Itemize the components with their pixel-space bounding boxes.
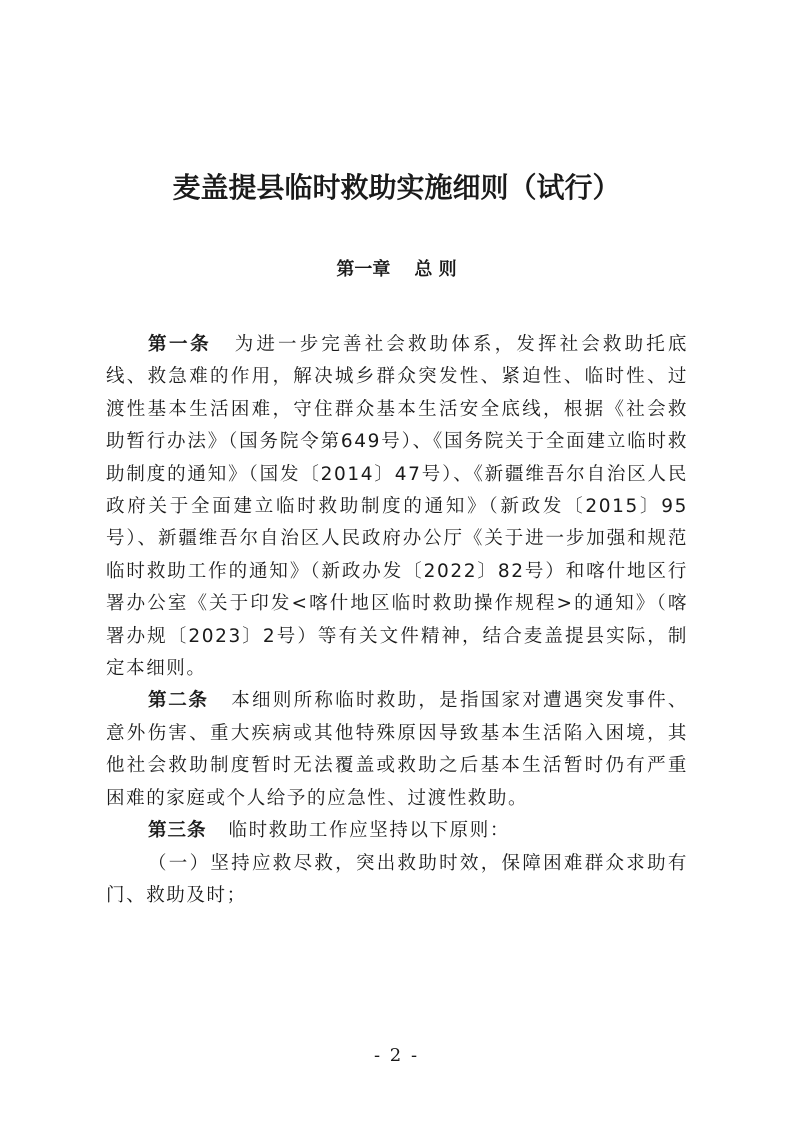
chapter-heading (0, 256, 793, 284)
chapter-name: 总 则 (414, 259, 457, 280)
document-body (106, 329, 688, 912)
article-text: 临时救助工作应坚持以下原则： (228, 820, 510, 842)
article-label: 第三条 (148, 820, 207, 842)
article-3 (106, 815, 688, 847)
article-label: 第一条 (148, 334, 212, 355)
article-text: 为进一步完善社会救助体系，发挥社会救助托底线、救急难的作用，解决城乡群众突发性、紧迫性、临时性、过渡性基本生活困难，守住群众基本生活安全底线，根据《社会救助暂行办法》（国务院令第649号）、《国务院关于全面建立临时救助制度的通知》（国发〔2014〕47号）、《新疆维吾尔自治区人民政府关于全面建立临时救助制度的通知》（新政发〔2015〕95号）、新疆维吾尔自治区人民政府办公厅《关于进一步加强和规范临时救助工作的通知》（新政办发〔2022〕82号）和喀什地区行署办公室《关于印发<喀什地区临时救助操作规程>的通知》（喀署办规〔2023〕2号）等有关文件精神，结合麦盖提县实际，制定本细则。 (106, 334, 688, 680)
page-number: - 2 - (373, 1045, 420, 1066)
article-2 (106, 685, 688, 815)
article-text: 本细则所称临时救助，是指国家对遭遇突发事件、意外伤害、重大疾病或其他特殊原因导致基本生活陷入困境，其他社会救助制度暂时无法覆盖或救助之后基本生活暂时仍有严重困难的家庭或个人给予的应急性、过渡性救助。 (106, 690, 688, 809)
chapter-prefix: 第一章 (336, 259, 391, 280)
article-1 (106, 329, 688, 685)
item-text: （一）坚持应救尽救，突出救助时效，保障困难群众求助有门、救助及时； (106, 852, 688, 906)
document-title: 麦盖提县临时救助实施细则（试行） (172, 171, 621, 204)
article-label: 第二条 (148, 690, 209, 712)
article-3-item-1 (106, 848, 688, 913)
